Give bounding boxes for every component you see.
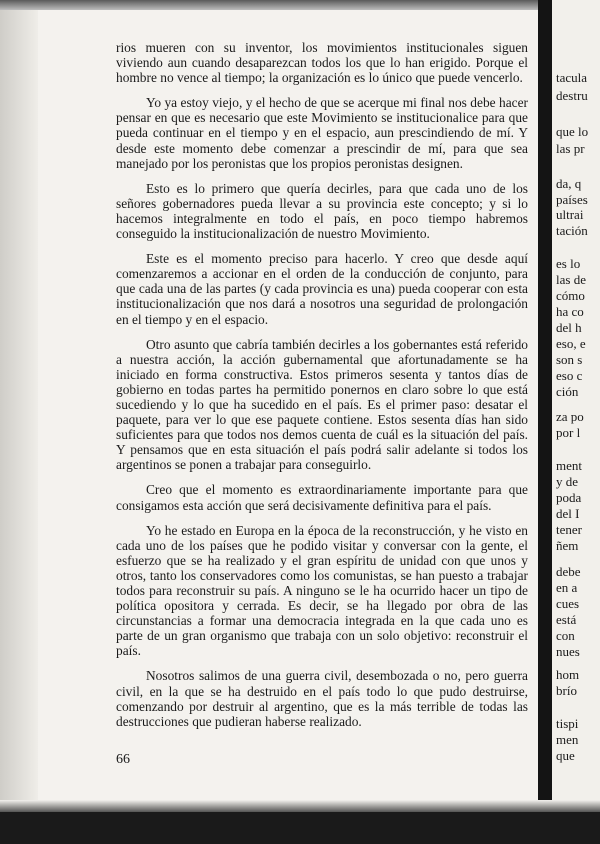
facing-page-fragment: tispi: [556, 716, 579, 731]
page-body: [116, 40, 528, 739]
facing-page-fragment: poda: [556, 490, 582, 505]
facing-page-fragment: ultrai: [556, 207, 584, 222]
scan-bottom-edge: [0, 812, 600, 844]
paragraph-7: Yo he estado en Europa en la época de la reconstrucción, y he visto en cada uno de los países que he podido visitar y conversar con la gente, el esfuerzo que se ha realizado y el gran espíritu de unidad con que unos y otros, tanto los conservadores como los comunistas, se han puesto a trabajar todos para reconstruir su país. A ninguno se le ha ocurrido hacer un tipo de política opositora y cerrada. Es decir, se ha llegado por obra de las circunstancias a formar una democracia integrada en la que cada uno es parte de un gran organismo que trabaja con un solo objetivo: reconstruir el país.: [116, 522, 528, 659]
facing-page-fragment: tación: [556, 223, 588, 238]
facing-page-fragment: que: [556, 748, 575, 763]
facing-page-fragment: por l: [556, 425, 581, 440]
facing-page-fragment: del I: [556, 506, 580, 521]
facing-page-fragment: es lo: [556, 256, 581, 271]
page-number: 66: [116, 752, 130, 767]
facing-page-fragment: za po: [556, 409, 584, 424]
facing-page-fragment: ha co: [556, 304, 584, 319]
paragraph-6: Creo que el momento es extraordinariamente importante para que consigamos esta acción que será decisivamente definitiva para el país.: [116, 482, 528, 513]
facing-page-fragment: las pr: [556, 141, 585, 156]
paragraph-5: Otro asunto que cabría también decirles a los gobernantes está referido a nuestra acción, la acción gubernamental que afortunadamente se ha iniciado en forma constructiva. Estos primeros sesenta y tantos días de gobierno en todas partes ha permitido ponernos en claro sobre lo que está sucediendo y lo que ha sucedido en el país. Es el primer paso: desatar el paquete, para ver lo que ese paquete contiene. Estos sesenta días han sido suficientes para que todos nos demos cuenta de cuál es la situación del país. Y pensamos que en esta situación el país podrá salir adelante si todos los argentinos se ponen a trabajar para conseguirlo.: [116, 336, 528, 473]
facing-page-fragment: ment: [556, 458, 582, 473]
paragraph-4: Este es el momento preciso para hacerlo. Y creo que desde aquí comenzaremos a accionar en el orden de la conducción de conjunto, para que cada una de las partes (y cada provincia es una) pueda cooperar con esta institucionalización que nos dará a nosotros una seguridad de prolongación en el tiempo y en el espacio.: [116, 251, 528, 327]
facing-page-fragment: con: [556, 628, 575, 643]
paragraph-8: Nosotros salimos de una guerra civil, desembozada o no, pero guerra civil, en la que se ha destruido en el país todo lo que pudo destruirse, comenzando por destruir al argentino, que es la más terrible de todas las destrucciones que pudieran haberse realizado.: [116, 668, 528, 729]
facing-page-fragment: hom: [556, 667, 580, 682]
facing-page-fragment: cues: [556, 596, 580, 611]
facing-page-fragment: cómo: [556, 288, 585, 303]
facing-page-fragment: ción: [556, 384, 579, 399]
facing-page-fragment: tener: [556, 522, 582, 537]
page-left-edge: [0, 0, 38, 844]
facing-page-fragment: que lo: [556, 124, 589, 139]
paragraph-1: rios mueren con su inventor, los movimientos institucionales siguen viviendo aun cuando desaparezcan todos los que lo han erigido. Porque el hombre no vence al tiempo; la organización es lo único que puede vencerlo.: [116, 40, 528, 86]
facing-page-fragment: destru: [556, 88, 588, 103]
facing-page-fragment: en a: [556, 580, 578, 595]
facing-page-fragment: debe: [556, 564, 581, 579]
book-gutter: [538, 0, 552, 844]
facing-page-fragment: y de: [556, 474, 579, 489]
facing-page-fragment: del h: [556, 320, 582, 335]
facing-page-fragment: las de: [556, 272, 586, 287]
paragraph-2: Yo ya estoy viejo, y el hecho de que se acerque mi final nos debe hacer pensar en que es necesario que este Movimiento se institucionalice para que pueda continuar en el tiempo y en el espacio, aun prescindiendo de mí. Y desde este momento debe comenzar a prescindir de mí, para que sea manejado por los peronistas que los propios peronistas designen.: [116, 95, 528, 171]
facing-page-fragment: ñem: [556, 538, 579, 553]
facing-page-fragment: eso c: [556, 368, 583, 383]
facing-page-fragment: men: [556, 732, 579, 747]
facing-page-fragment: está: [556, 612, 577, 627]
scan-top-edge: [0, 0, 600, 10]
facing-page-fragment: eso, e: [556, 336, 586, 351]
facing-page-fragment: brío: [556, 683, 577, 698]
facing-page-fragment: da, q: [556, 176, 582, 191]
facing-page-fragment: nues: [556, 644, 580, 659]
facing-page-fragment: tacula: [556, 70, 588, 85]
paragraph-3: Esto es lo primero que quería decirles, para que cada uno de los señores gobernadores pueda llevar a su provincia este concepto; y si lo hacemos integralmente en todo el país, en poco tiempo habremos conseguido la institucionalización de nuestro Movimiento.: [116, 180, 528, 242]
facing-page-fragment: son s: [556, 352, 583, 367]
facing-page-fragment: países: [556, 192, 588, 207]
